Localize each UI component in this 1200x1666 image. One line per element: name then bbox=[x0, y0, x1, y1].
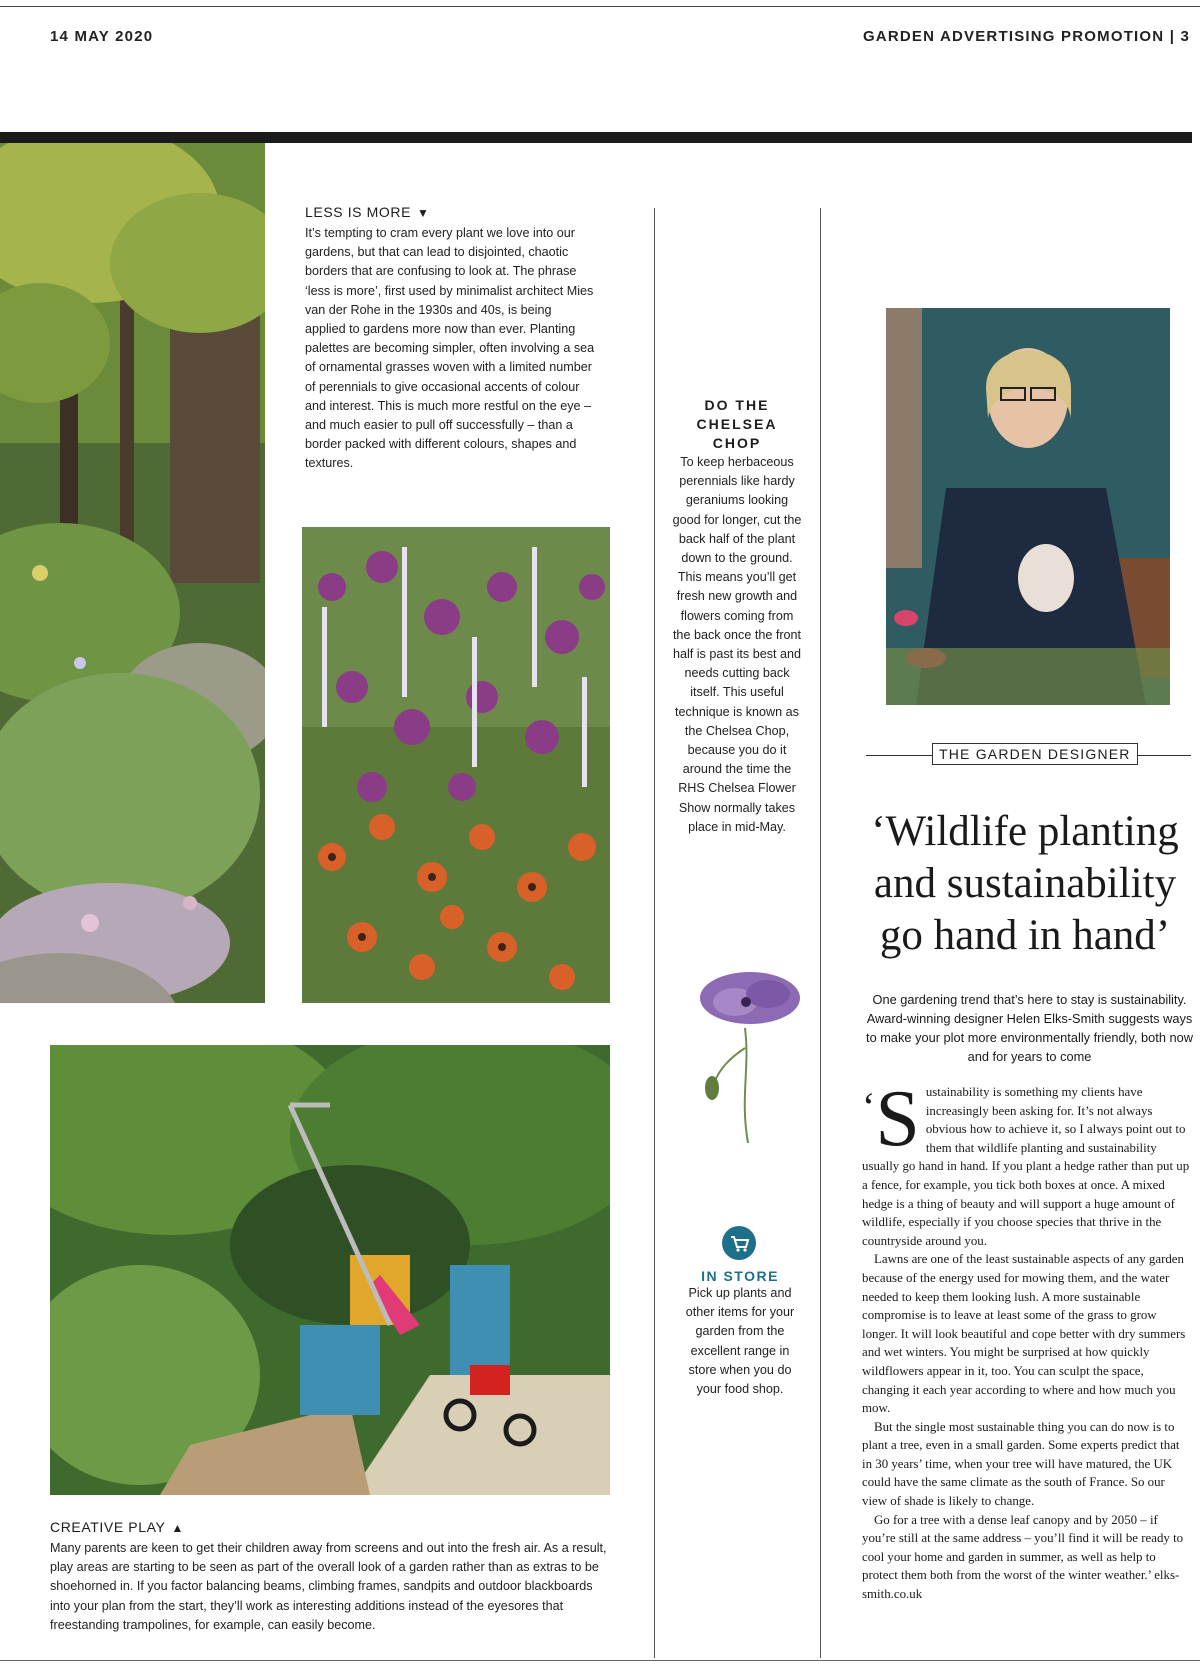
headline: ‘Wildlife planting and sustainability go hand in hand’ bbox=[871, 808, 1179, 959]
creative-play-heading bbox=[50, 1519, 610, 1535]
article-paragraph-3: But the single most sustainable thing you can do now is to plant a tree, even in a small garden. Some experts predict that in 30 years’ time, when your tree will have matured, the UK could have the same climate as the south of France. So our view of shade is likely to change. bbox=[862, 1419, 1180, 1509]
chelsea-chop-title: DO THE CHELSEA CHOP bbox=[696, 397, 778, 451]
chelsea-chop-text: To keep herbaceous perennials like hardy geraniums looking good for longer, cut the back half of the plant down to the ground. This means you’ll get fresh new growth and flowers coming from the back once the front half is past its best and needs cutting back itself. This useful technique is known as the Chelsea Chop, because you do it around the time the RHS Chelsea Flower Show normally takes place in mid-May. bbox=[672, 455, 802, 834]
section-title: GARDEN ADVERTISING PROMOTION | 3 bbox=[862, 28, 1190, 45]
in-store-text: Pick up plants and other items for your garden from the excellent range in store when you do your food shop. bbox=[685, 1286, 795, 1397]
column-divider-right bbox=[820, 208, 821, 1658]
perennial-flowers-photo bbox=[302, 527, 610, 1003]
drop-cap-letter: S bbox=[875, 1075, 920, 1163]
up-triangle-icon: ▲ bbox=[171, 1521, 184, 1535]
header-bar bbox=[0, 132, 1192, 143]
bottom-rule bbox=[0, 1660, 1200, 1661]
play-area-photo bbox=[50, 1045, 610, 1495]
less-is-more-heading bbox=[305, 204, 595, 220]
creative-play-title: CREATIVE PLAY bbox=[50, 1519, 166, 1535]
in-store-title: IN STORE bbox=[701, 1268, 779, 1284]
article-body bbox=[862, 1075, 1192, 1604]
article-paragraph-2: Lawns are one of the least sustainable aspects of any garden because of the energy used for mowing them, and the water needed to keep them looking lush. A more sustainable compromise is to leave at least some of the grass to grow longer. It will look beautiful and cope better with dry summers and wet winters. You might be surprised at how quickly wildflowers appear in it, too. You can sculpt the space, changing it each year according to where and how much you mow. bbox=[862, 1252, 1186, 1416]
article-paragraph-4: Go for a tree with a dense leaf canopy and by 2050 – if you’re still at the same address – you’ll find it will be ready to cool your home and garden in summer, as well as help to protect them both from the worst of the winter weather.’ elks-smith.co.uk bbox=[862, 1512, 1184, 1602]
designer-portrait-photo bbox=[886, 308, 1170, 705]
column-divider-left bbox=[654, 208, 655, 1658]
designer-label: THE GARDEN DESIGNER bbox=[932, 743, 1138, 765]
less-is-more-title: LESS IS MORE bbox=[305, 204, 412, 220]
article-paragraph-1: ustainability is something my clients have increasingly been asking for. It’s not always obvious how to achieve it, so I always point out to them that wildlife planting and sustainability usually go hand in hand. If you plant a hedge rather than put up a fence, for example, you tick both boxes at once. A mixed hedge is a thing of beauty and will support a huge amount of wildlife, especially if you choose species that thrive in the countryside around you. bbox=[862, 1085, 1190, 1248]
shopping-cart-icon bbox=[722, 1226, 756, 1260]
less-is-more-text: It’s tempting to cram every plant we love into our gardens, but that can lead to disjointed, chaotic borders that are confusing to look at. The phrase ‘less is more’, first used by minimalist architect Mies van der Rohe in the 1930s and 40s, is being applied to gardens more now than ever. Planting palettes are becoming simpler, often involving a sea of ornamental grasses woven with a limited number of perennials to give occasional accents of colour and interest. This is much more restful on the eye – and much easier to pull off successfully – than a border packed with different colours, shapes and textures. bbox=[305, 226, 595, 471]
standfirst: One gardening trend that’s here to stay is sustainability. Award-winning designer Helen Elks-Smith suggests ways to make your plot more environmentally friendly, both now and for years to come bbox=[866, 992, 1193, 1064]
open-quote: ‘ bbox=[862, 1084, 876, 1129]
creative-play-text: Many parents are keen to get their children away from screens and out into the fresh air. As a result, play areas are starting to be seen as part of the overall look of a garden rather than as extras to be shoehorned in. If you factor balancing beams, climbing frames, sandpits and outdoor blackboards into your plan from the start, they’ll work as interesting additions instead of the eyesores that freestanding trampolines, for example, can easily become. bbox=[50, 1541, 607, 1632]
drop-cap bbox=[862, 1075, 920, 1163]
geranium-illustration bbox=[690, 968, 810, 1148]
top-rule bbox=[0, 6, 1200, 7]
garden-border-photo bbox=[0, 143, 265, 1003]
issue-date: 14 MAY 2020 bbox=[50, 28, 154, 45]
down-triangle-icon: ▼ bbox=[417, 206, 430, 220]
